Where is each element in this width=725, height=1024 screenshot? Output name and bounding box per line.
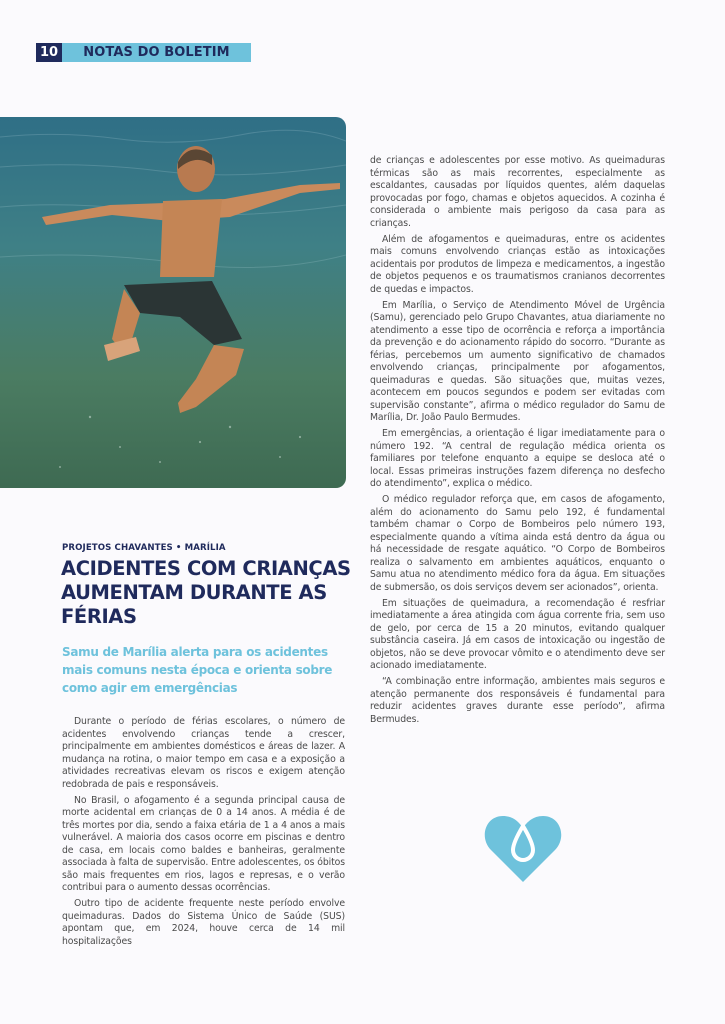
article-photo — [0, 117, 346, 488]
heart-with-drop-icon — [483, 812, 563, 884]
article-right-column — [370, 155, 665, 730]
page-number: 10 — [36, 43, 62, 62]
paragraph: Em emergências, a orientação é ligar imediatamente para o número 192. “A central de regulação médica orienta os familiares por telefone enquanto a equipe se desloca até o local. Essas primeiras instruções fazem diferença no desfecho do atendimento”, explica o médico. — [370, 428, 665, 489]
paragraph: Além de afogamentos e queimaduras, entre os acidentes mais comuns envolvendo crianças estão as intoxicações acidentais por produtos de limpeza e medicamentos, a ingestão de objetos pequenos e os traumatismos cranianos decorrentes de quedas e impactos. — [370, 233, 665, 295]
boy-jumping-into-water-image — [0, 117, 346, 488]
article-subtitle: Samu de Marília alerta para os acidentes mais comuns nesta época e orienta sobre como agir em emergências — [62, 645, 333, 695]
paragraph-continuation: de crianças e adolescentes por esse motivo. As queimaduras térmicas são as mais recorrentes, especialmente as escaldantes, causadas por líquidos quentes, além daquelas provocadas por fogo, chamas e objetos aquecidos. A cozinha é considerada o ambiente mais perigoso da casa para as crianças. — [370, 155, 665, 229]
article-title: ACIDENTES COM CRIANÇAS AUMENTAM DURANTE AS FÉRIAS — [61, 557, 351, 628]
paragraph: O médico regulador reforça que, em casos de afogamento, além do acionamento do Samu pelo 192, é fundamental também chamar o Corpo de Bombeiros pelo número 193, especialmente quando a vítima ainda está dentro da água ou há necessidade de resgate aquático. “O Corpo de Bombeiros realiza o salvamento em ambientes aquáticos, enquanto o Samu atua no atendimento médico fora da água. Em situações de submersão, os dois serviços devem ser acionados”, orienta. — [370, 494, 665, 593]
page-header — [36, 43, 251, 62]
paragraph: “A combinação entre informação, ambientes mais seguros e atenção permanente dos responsáveis é fundamental para reduzir acidentes graves durante esse período”, afirma Bermudes. — [370, 676, 665, 725]
article-kicker: PROJETOS CHAVANTES • MARÍLIA — [62, 543, 226, 553]
paragraph: No Brasil, o afogamento é a segunda principal causa de morte acidental em crianças de 0 a 14 anos. A média é de três mortes por dia, sendo a faixa etária de 1 a 4 anos a mais vulnerável. A maioria dos casos ocorre em piscinas e dentro de casa, em locais como baldes e banheiras, geralmente associada à falta de supervisão. Entre adolescentes, os óbitos são mais frequentes em rios, lagos e represas, e o verão contribui para o aumento dessas ocorrências. — [62, 794, 345, 893]
article-left-column — [62, 716, 345, 952]
paragraph: Em Marília, o Serviço de Atendimento Móvel de Urgência (Samu), gerenciado pelo Grupo Chavantes, atua diariamente no atendimento a esse tipo de ocorrência e reforça a importância da prevenção e do acionamento rápido do socorro. “Durante as férias, percebemos um aumento significativo de chamados envolvendo crianças, principalmente por afogamentos, queimaduras e quedas. São situações que, muitas vezes, acontecem em poucos segundos e podem ser evitadas com supervisão constante”, afirma o médico regulador do Samu de Marília, Dr. João Paulo Bermudes. — [370, 299, 665, 423]
paragraph: Outro tipo de acidente frequente neste período envolve queimaduras. Dados do Sistema Único de Saúde (SUS) apontam que, em 2024, houve cerca de 14 mil hospitalizações — [62, 898, 345, 947]
paragraph: Durante o período de férias escolares, o número de acidentes envolvendo crianças tende a crescer, principalmente em ambientes domésticos e áreas de lazer. A mudança na rotina, o maior tempo em casa e a exposição a atividades recreativas elevam os riscos e exigem atenção redobrada de pais e responsáveis. — [62, 716, 345, 790]
section-title: NOTAS DO BOLETIM — [62, 43, 251, 62]
paragraph: Em situações de queimadura, a recomendação é resfriar imediatamente a área atingida com água corrente fria, sem uso de gelo, por cerca de 15 a 20 minutos, evitando qualquer substância caseira. Já em casos de intoxicação ou ingestão de objetos, não se deve provocar vômito e o atendimento deve ser acionado imediatamente. — [370, 597, 665, 671]
